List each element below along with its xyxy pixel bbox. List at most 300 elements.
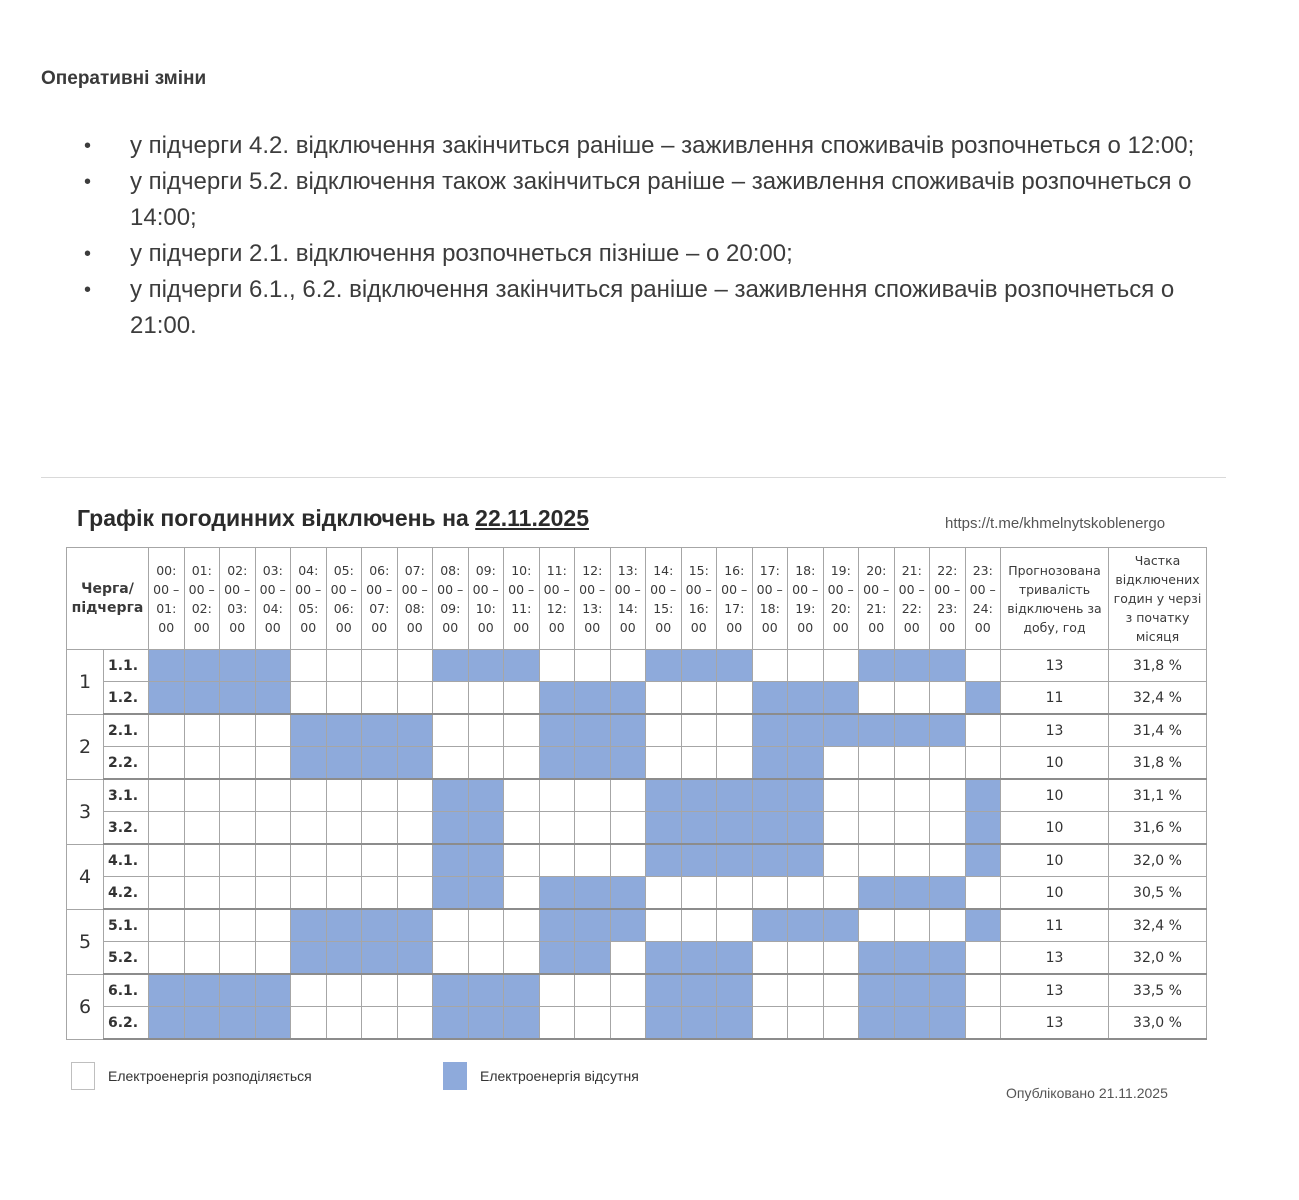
- hour-cell-off: [823, 682, 859, 715]
- hour-cell-off: [255, 974, 291, 1007]
- hour-cell-on: [646, 877, 682, 910]
- hour-cell-off: [965, 812, 1001, 845]
- hour-cell-off: [610, 682, 646, 715]
- subqueue-label: 3.1.: [104, 779, 149, 812]
- hour-header: 14: 00 – 15: 00: [646, 548, 682, 650]
- hour-cell-on: [965, 877, 1001, 910]
- hour-cell-on: [717, 682, 753, 715]
- hour-cell-off: [930, 714, 966, 747]
- table-row: [67, 747, 1207, 780]
- hour-cell-on: [930, 682, 966, 715]
- hour-cell-off: [575, 942, 611, 975]
- hour-cell-off: [646, 650, 682, 682]
- divider: [41, 477, 1226, 478]
- hour-cell-on: [504, 714, 540, 747]
- subqueue-label: 6.2.: [104, 1007, 149, 1040]
- hour-cell-on: [788, 974, 824, 1007]
- hour-cell-on: [823, 942, 859, 975]
- share-value: 33,0 %: [1109, 1007, 1207, 1040]
- hour-cell-off: [859, 942, 895, 975]
- hour-header: 20: 00 – 21: 00: [859, 548, 895, 650]
- subqueue-label: 2.1.: [104, 714, 149, 747]
- hour-cell-off: [859, 650, 895, 682]
- hour-header: 21: 00 – 22: 00: [894, 548, 930, 650]
- hour-header: 19: 00 – 20: 00: [823, 548, 859, 650]
- hour-cell-on: [788, 650, 824, 682]
- duration-value: 13: [1001, 974, 1109, 1007]
- duration-value: 13: [1001, 650, 1109, 682]
- subqueue-label: 1.1.: [104, 650, 149, 682]
- hour-cell-off: [433, 974, 469, 1007]
- hour-cell-on: [184, 942, 220, 975]
- hour-header: 06: 00 – 07: 00: [362, 548, 398, 650]
- hour-cell-off: [291, 747, 327, 780]
- hour-cell-off: [681, 844, 717, 877]
- hour-header: 03: 00 – 04: 00: [255, 548, 291, 650]
- hour-cell-on: [326, 650, 362, 682]
- hour-cell-on: [220, 844, 256, 877]
- hour-cell-on: [681, 747, 717, 780]
- hour-cell-on: [504, 942, 540, 975]
- hour-cell-on: [184, 844, 220, 877]
- hour-header: 00: 00 – 01: 00: [149, 548, 185, 650]
- hour-cell-off: [362, 714, 398, 747]
- share-value: 31,8 %: [1109, 650, 1207, 682]
- hour-header: 01: 00 – 02: 00: [184, 548, 220, 650]
- duration-value: 13: [1001, 1007, 1109, 1040]
- hour-cell-on: [149, 877, 185, 910]
- hour-cell-on: [362, 650, 398, 682]
- hour-cell-off: [717, 812, 753, 845]
- changes-list: [80, 128, 1230, 344]
- hour-header: 18: 00 – 19: 00: [788, 548, 824, 650]
- hour-header: 02: 00 – 03: 00: [220, 548, 256, 650]
- hour-cell-off: [184, 682, 220, 715]
- share-header: Частка відключених годин у черзі з початку місяця: [1109, 548, 1207, 650]
- hour-cell-off: [646, 1007, 682, 1040]
- schedule-title-prefix: Графік погодинних відключень на: [77, 505, 469, 531]
- hour-cell-off: [681, 942, 717, 975]
- hour-cell-on: [504, 747, 540, 780]
- table-row: [67, 714, 1207, 747]
- hour-cell-on: [539, 812, 575, 845]
- hour-cell-off: [894, 974, 930, 1007]
- subqueue-label: 6.1.: [104, 974, 149, 1007]
- hour-cell-on: [504, 682, 540, 715]
- hour-cell-on: [717, 877, 753, 910]
- hour-cell-on: [539, 650, 575, 682]
- published-date: Опубліковано 21.11.2025: [1006, 1085, 1168, 1101]
- hour-cell-on: [894, 682, 930, 715]
- queue-group: 4: [67, 844, 104, 909]
- hour-cell-off: [610, 877, 646, 910]
- hour-cell-off: [433, 779, 469, 812]
- hour-cell-on: [752, 877, 788, 910]
- hour-cell-on: [397, 1007, 433, 1040]
- hour-cell-on: [468, 909, 504, 942]
- schedule-date: 22.11.2025: [475, 505, 590, 531]
- hour-cell-on: [894, 844, 930, 877]
- hour-cell-on: [823, 974, 859, 1007]
- hour-cell-off: [397, 942, 433, 975]
- hour-cell-on: [149, 942, 185, 975]
- hour-cell-on: [433, 909, 469, 942]
- hour-cell-off: [255, 1007, 291, 1040]
- hour-cell-on: [433, 682, 469, 715]
- hour-cell-on: [504, 844, 540, 877]
- hour-cell-off: [788, 779, 824, 812]
- duration-value: 13: [1001, 714, 1109, 747]
- bullet-icon: •: [84, 135, 92, 157]
- hour-cell-on: [397, 650, 433, 682]
- hour-cell-off: [575, 877, 611, 910]
- hour-cell-on: [433, 747, 469, 780]
- hour-cell-off: [930, 974, 966, 1007]
- queue-group: 2: [67, 714, 104, 779]
- queue-group: 1: [67, 650, 104, 715]
- hour-cell-off: [504, 650, 540, 682]
- hour-cell-off: [575, 909, 611, 942]
- hour-cell-off: [646, 974, 682, 1007]
- hour-cell-off: [433, 877, 469, 910]
- hour-cell-on: [859, 779, 895, 812]
- hour-cell-off: [468, 650, 504, 682]
- hour-cell-on: [965, 1007, 1001, 1040]
- legend-swatch-off: [443, 1062, 467, 1090]
- hour-cell-on: [646, 909, 682, 942]
- hour-cell-on: [397, 779, 433, 812]
- change-text: у підчерги 4.2. відключення закінчиться раніше – заживлення споживачів розпочнеться о 12:00;: [130, 132, 1195, 159]
- hour-cell-on: [823, 844, 859, 877]
- hour-cell-on: [788, 877, 824, 910]
- hour-cell-on: [504, 779, 540, 812]
- hour-cell-on: [184, 812, 220, 845]
- hour-cell-on: [646, 682, 682, 715]
- hour-cell-on: [859, 812, 895, 845]
- hour-cell-off: [965, 909, 1001, 942]
- hour-cell-off: [255, 650, 291, 682]
- share-value: 33,5 %: [1109, 974, 1207, 1007]
- hour-cell-on: [930, 812, 966, 845]
- hour-cell-on: [291, 1007, 327, 1040]
- hour-cell-off: [468, 877, 504, 910]
- hour-cell-off: [894, 650, 930, 682]
- hour-cell-on: [681, 714, 717, 747]
- hour-cell-on: [220, 877, 256, 910]
- hour-cell-on: [823, 650, 859, 682]
- hour-cell-on: [504, 812, 540, 845]
- hour-cell-on: [291, 682, 327, 715]
- hour-cell-off: [433, 1007, 469, 1040]
- legend-label-on: Електроенергія розподіляється: [108, 1068, 312, 1084]
- hour-header: 17: 00 – 18: 00: [752, 548, 788, 650]
- hour-cell-off: [610, 714, 646, 747]
- hour-header: 04: 00 – 05: 00: [291, 548, 327, 650]
- subqueue-label: 1.2.: [104, 682, 149, 715]
- hour-cell-on: [859, 747, 895, 780]
- hour-cell-off: [184, 974, 220, 1007]
- hour-cell-off: [717, 650, 753, 682]
- schedule-table: [66, 547, 1207, 1040]
- hour-header: 22: 00 – 23: 00: [930, 548, 966, 650]
- duration-header: Прогнозована тривалість відключень за добу, год: [1001, 548, 1109, 650]
- hour-cell-on: [717, 747, 753, 780]
- subqueue-label: 4.2.: [104, 877, 149, 910]
- list-item: [80, 236, 1230, 272]
- hour-cell-off: [681, 974, 717, 1007]
- hour-cell-on: [255, 747, 291, 780]
- hour-cell-on: [326, 1007, 362, 1040]
- hour-cell-off: [681, 779, 717, 812]
- hour-cell-off: [894, 714, 930, 747]
- hour-cell-off: [752, 909, 788, 942]
- subqueue-label: 5.2.: [104, 942, 149, 975]
- hour-cell-off: [788, 812, 824, 845]
- hour-cell-off: [575, 714, 611, 747]
- hour-cell-on: [788, 1007, 824, 1040]
- hour-cell-off: [859, 877, 895, 910]
- share-value: 31,4 %: [1109, 714, 1207, 747]
- hour-cell-off: [823, 909, 859, 942]
- hour-cell-off: [965, 779, 1001, 812]
- hour-cell-on: [468, 942, 504, 975]
- hour-cell-off: [149, 682, 185, 715]
- hour-cell-on: [752, 1007, 788, 1040]
- hour-cell-off: [539, 714, 575, 747]
- hour-cell-off: [433, 812, 469, 845]
- table-row: [67, 909, 1207, 942]
- hour-cell-on: [362, 844, 398, 877]
- hour-cell-off: [788, 714, 824, 747]
- hour-cell-on: [575, 1007, 611, 1040]
- hour-cell-off: [220, 974, 256, 1007]
- hour-cell-on: [965, 714, 1001, 747]
- hour-cell-off: [965, 682, 1001, 715]
- hour-cell-on: [184, 714, 220, 747]
- bullet-icon: •: [84, 171, 92, 193]
- hour-cell-off: [468, 1007, 504, 1040]
- hour-cell-off: [788, 909, 824, 942]
- hour-cell-on: [326, 844, 362, 877]
- hour-cell-on: [752, 942, 788, 975]
- hour-cell-off: [184, 1007, 220, 1040]
- table-row: [67, 650, 1207, 682]
- hour-cell-on: [575, 844, 611, 877]
- hour-cell-on: [468, 714, 504, 747]
- hour-cell-off: [752, 779, 788, 812]
- duration-value: 10: [1001, 844, 1109, 877]
- hour-cell-on: [788, 942, 824, 975]
- hour-cell-on: [149, 714, 185, 747]
- hour-cell-off: [752, 844, 788, 877]
- hour-cell-on: [610, 779, 646, 812]
- subqueue-label: 2.2.: [104, 747, 149, 780]
- hour-header: 23: 00 – 24: 00: [965, 548, 1001, 650]
- table-row: [67, 974, 1207, 1007]
- hour-cell-on: [326, 812, 362, 845]
- hour-cell-off: [149, 974, 185, 1007]
- hour-cell-on: [291, 779, 327, 812]
- queue-group: 6: [67, 974, 104, 1039]
- hour-cell-on: [610, 942, 646, 975]
- hour-header: 16: 00 – 17: 00: [717, 548, 753, 650]
- hour-cell-off: [539, 682, 575, 715]
- share-value: 32,0 %: [1109, 942, 1207, 975]
- hour-cell-off: [149, 1007, 185, 1040]
- hour-cell-on: [717, 714, 753, 747]
- hour-cell-off: [646, 779, 682, 812]
- hour-cell-off: [610, 909, 646, 942]
- list-item: [80, 272, 1230, 344]
- subqueue-label: 4.1.: [104, 844, 149, 877]
- hour-cell-off: [930, 877, 966, 910]
- hour-cell-off: [788, 844, 824, 877]
- hour-cell-on: [184, 779, 220, 812]
- hour-cell-on: [894, 812, 930, 845]
- share-value: 31,1 %: [1109, 779, 1207, 812]
- hour-cell-on: [362, 812, 398, 845]
- hour-cell-off: [326, 909, 362, 942]
- hour-cell-off: [468, 844, 504, 877]
- hour-cell-on: [575, 779, 611, 812]
- duration-value: 13: [1001, 942, 1109, 975]
- hour-cell-off: [291, 909, 327, 942]
- hour-cell-on: [930, 909, 966, 942]
- queue-header: Черга/ підчерга: [67, 548, 149, 650]
- hour-cell-off: [504, 1007, 540, 1040]
- hour-cell-on: [859, 682, 895, 715]
- hour-cell-on: [965, 747, 1001, 780]
- hour-cell-off: [646, 812, 682, 845]
- share-value: 31,6 %: [1109, 812, 1207, 845]
- hour-cell-on: [610, 974, 646, 1007]
- hour-cell-off: [610, 747, 646, 780]
- hour-cell-on: [291, 650, 327, 682]
- hour-cell-off: [894, 942, 930, 975]
- hour-cell-on: [362, 974, 398, 1007]
- hour-cell-off: [752, 812, 788, 845]
- hour-cell-on: [291, 877, 327, 910]
- hour-cell-on: [184, 877, 220, 910]
- hour-cell-on: [610, 650, 646, 682]
- hour-cell-off: [575, 747, 611, 780]
- hour-cell-on: [681, 877, 717, 910]
- hour-cell-on: [575, 812, 611, 845]
- hour-cell-on: [894, 779, 930, 812]
- share-value: 32,4 %: [1109, 909, 1207, 942]
- hour-cell-off: [859, 714, 895, 747]
- hour-cell-on: [894, 909, 930, 942]
- hour-cell-on: [362, 877, 398, 910]
- hour-cell-off: [823, 714, 859, 747]
- share-value: 31,8 %: [1109, 747, 1207, 780]
- schedule-title: [77, 505, 589, 532]
- hour-cell-on: [255, 714, 291, 747]
- hour-cell-on: [255, 909, 291, 942]
- hour-cell-on: [610, 1007, 646, 1040]
- hour-cell-on: [681, 682, 717, 715]
- hour-cell-on: [965, 974, 1001, 1007]
- hour-header: 09: 00 – 10: 00: [468, 548, 504, 650]
- hour-cell-on: [362, 682, 398, 715]
- hour-cell-on: [326, 779, 362, 812]
- share-value: 32,0 %: [1109, 844, 1207, 877]
- hour-header: 12: 00 – 13: 00: [575, 548, 611, 650]
- hour-cell-off: [397, 747, 433, 780]
- hour-cell-on: [859, 844, 895, 877]
- hour-cell-off: [717, 779, 753, 812]
- legend-swatch-on: [71, 1062, 95, 1090]
- hour-cell-on: [220, 779, 256, 812]
- hour-cell-on: [575, 974, 611, 1007]
- hour-cell-on: [149, 747, 185, 780]
- share-value: 30,5 %: [1109, 877, 1207, 910]
- hour-cell-off: [433, 844, 469, 877]
- legend-power-on: [71, 1062, 312, 1090]
- hour-cell-off: [504, 974, 540, 1007]
- hour-header: 15: 00 – 16: 00: [681, 548, 717, 650]
- hour-cell-on: [646, 714, 682, 747]
- hour-cell-off: [397, 909, 433, 942]
- hour-cell-off: [752, 682, 788, 715]
- hour-cell-off: [681, 650, 717, 682]
- table-row: [67, 812, 1207, 845]
- change-text: у підчерги 6.1., 6.2. відключення закінчиться раніше – заживлення споживачів розпочнеться о 21:00.: [130, 276, 1175, 339]
- hour-cell-on: [468, 682, 504, 715]
- hour-cell-on: [149, 909, 185, 942]
- hour-cell-off: [149, 650, 185, 682]
- hour-cell-off: [646, 844, 682, 877]
- hour-cell-on: [326, 682, 362, 715]
- list-item: [80, 128, 1230, 164]
- hour-cell-on: [220, 942, 256, 975]
- hour-cell-off: [717, 942, 753, 975]
- hour-cell-on: [823, 779, 859, 812]
- hour-cell-off: [717, 1007, 753, 1040]
- schedule-url[interactable]: https://t.me/khmelnytskoblenergo: [945, 515, 1166, 532]
- duration-value: 10: [1001, 779, 1109, 812]
- hour-cell-off: [539, 909, 575, 942]
- hour-cell-on: [539, 844, 575, 877]
- table-row: [67, 682, 1207, 715]
- hour-cell-off: [468, 812, 504, 845]
- hour-cell-on: [894, 747, 930, 780]
- hour-header: 11: 00 – 12: 00: [539, 548, 575, 650]
- hour-cell-off: [717, 844, 753, 877]
- hour-cell-on: [149, 812, 185, 845]
- hour-header: 10: 00 – 11: 00: [504, 548, 540, 650]
- hour-cell-on: [397, 682, 433, 715]
- hour-cell-off: [681, 1007, 717, 1040]
- hour-cell-on: [752, 974, 788, 1007]
- hour-cell-on: [433, 942, 469, 975]
- share-value: 32,4 %: [1109, 682, 1207, 715]
- hour-cell-off: [894, 877, 930, 910]
- hour-cell-on: [433, 714, 469, 747]
- hour-cell-on: [610, 812, 646, 845]
- duration-value: 11: [1001, 682, 1109, 715]
- hour-cell-on: [397, 812, 433, 845]
- hour-cell-off: [291, 942, 327, 975]
- hour-cell-on: [823, 1007, 859, 1040]
- hour-cell-off: [575, 682, 611, 715]
- hour-cell-on: [397, 877, 433, 910]
- hour-header: 08: 00 – 09: 00: [433, 548, 469, 650]
- subqueue-label: 3.2.: [104, 812, 149, 845]
- hour-cell-off: [362, 747, 398, 780]
- table-row: [67, 877, 1207, 910]
- hour-cell-on: [823, 812, 859, 845]
